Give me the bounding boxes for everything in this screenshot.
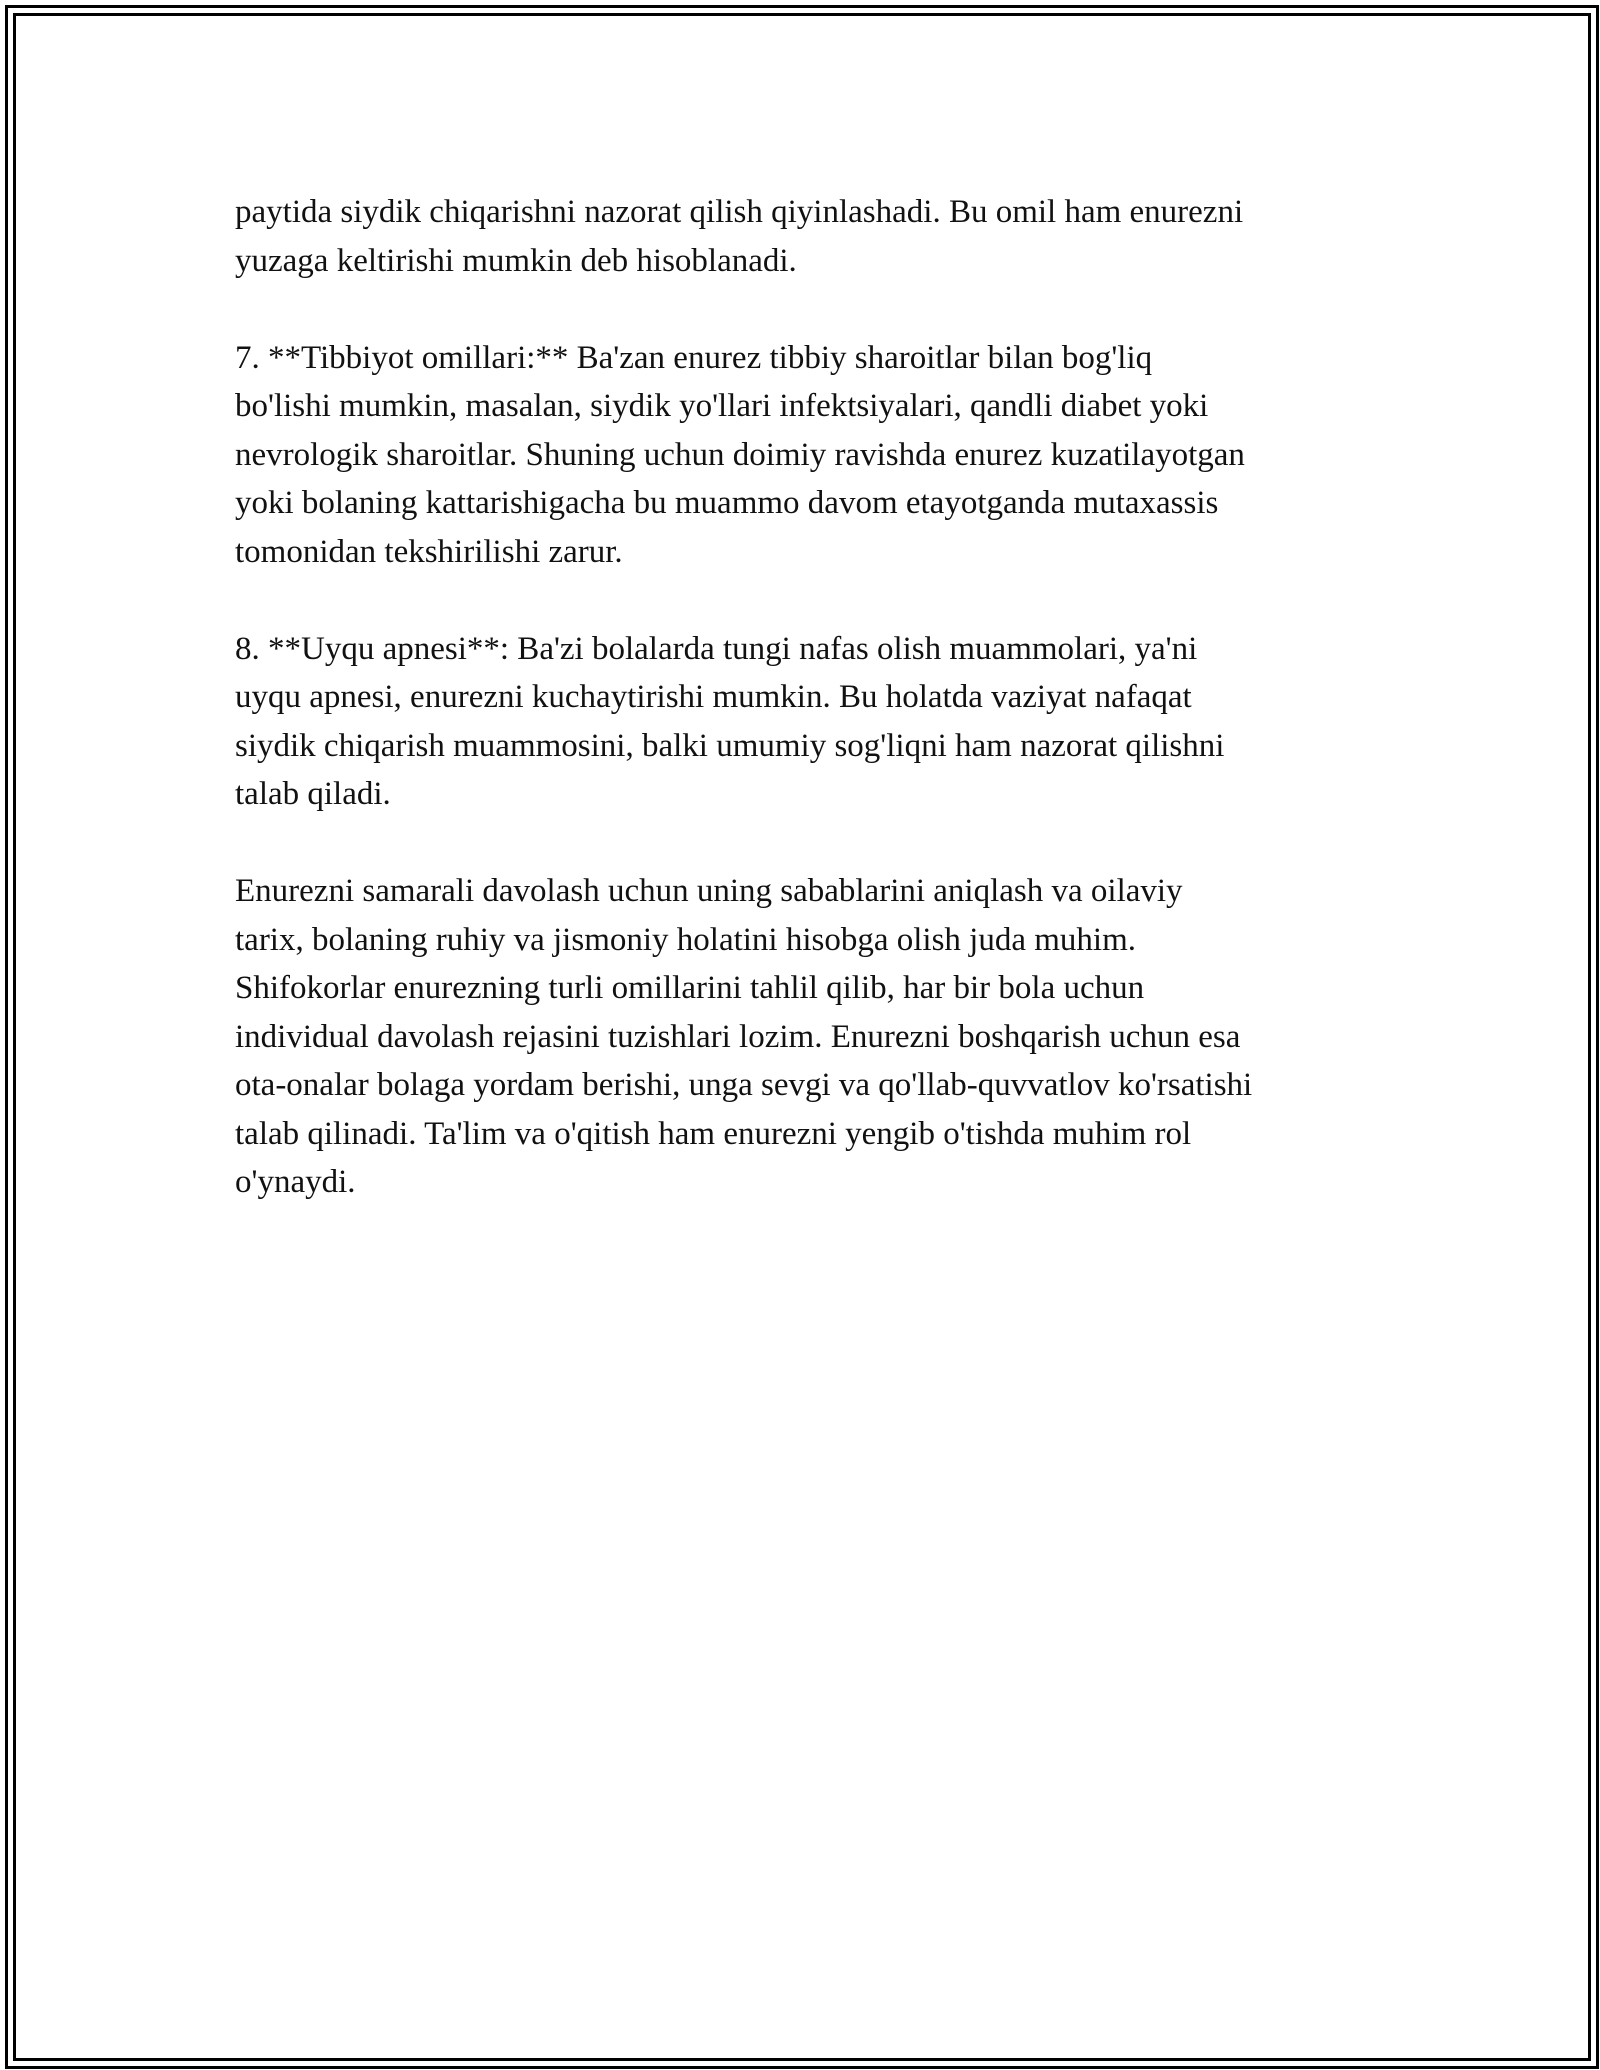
paragraph-item-8: 8. **Uyqu apnesi**: Ba'zi bolalarda tungi nafas olish muammolari, ya'ni uyqu apnesi, enurezni kuchaytirishi mumkin. Bu holatda vaziyat nafaqat siydik chiqarish muammosini, balki umumiy sog'liqni ham nazorat qilishni talab qiladi. [235, 630, 1225, 812]
page-body [235, 188, 1375, 1255]
paragraph-conclusion: Enurezni samarali davolash uchun uning sabablarini aniqlash va oilaviy tarix, bolaning ruhiy va jismoniy holatini hisobga olish juda muhim. Shifokorlar enurezning turli omillarini tahlil qilib, har bir bola uchun individual davolash rejasini tuzishlari lozim. Enurezni boshqarish uchun esa ota-onalar bolaga yordam berishi, unga sevgi va qo'llab-quvvatlov ko'rsatishi talab qilinadi. Ta'lim va o'qitish ham enurezni yengib o'tishda muhim rol o'ynaydi. [235, 873, 1253, 1200]
paragraph-item-7: 7. **Tibbiyot omillari:** Ba'zan enurez tibbiy sharoitlar bilan bog'liq bo'lishi mumkin, masalan, siydik yo'llari infektsiyalari, qandli diabet yoki nevrologik sharoitlar. Shuning uchun doimiy ravishda enurez kuzatilayotgan yoki bolaning kattarishigacha bu muammo davom etayotganda mutaxassis tomonidan tekshirilishi zarur. [235, 339, 1245, 570]
paragraph-continuation: paytida siydik chiqarishni nazorat qilish qiyinlashadi. Bu omil ham enurezni yuzaga keltirishi mumkin deb hisoblanadi. [235, 194, 1244, 279]
